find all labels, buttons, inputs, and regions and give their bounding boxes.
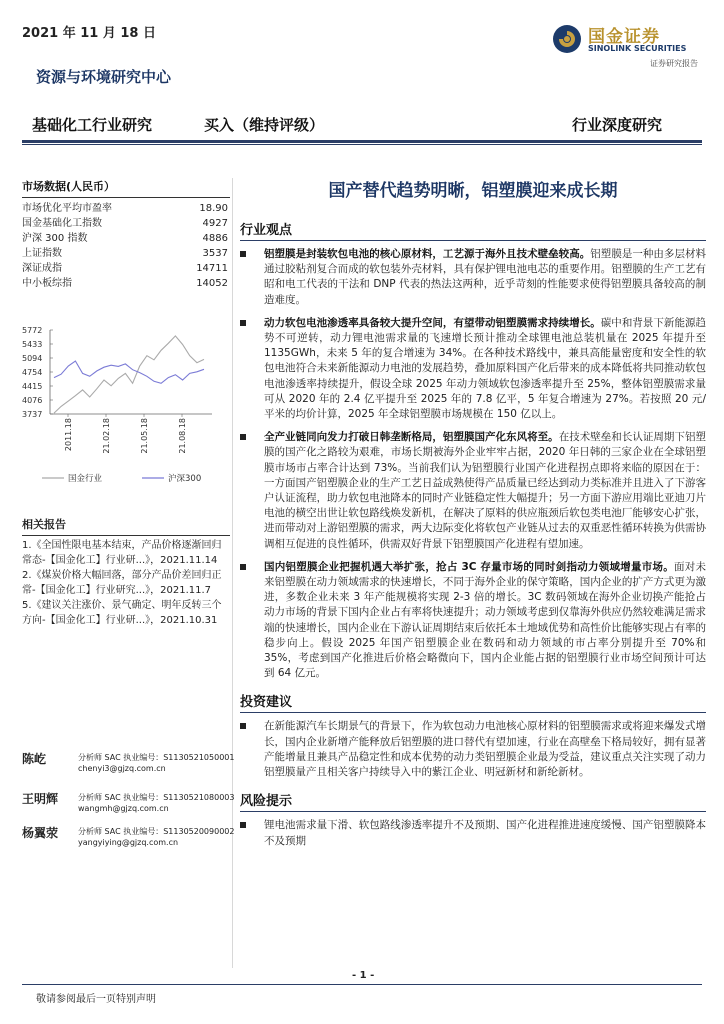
- market-data-value: 14052: [196, 278, 228, 289]
- related-report-item: 5.《建议关注涨价、景气确定、明年反转三个方向-【国金化工】行业研...》，2021.10.31: [22, 600, 222, 626]
- x-tick-label: 2011.18: [64, 418, 73, 452]
- related-reports-title: 相关报告: [22, 516, 230, 536]
- views-list: [240, 247, 706, 681]
- market-data-title: 市场数据(人民币）: [22, 178, 230, 198]
- series-line-csi300: [54, 361, 204, 383]
- x-tick-label: 21.05.18: [140, 418, 149, 454]
- index-chart: [22, 322, 230, 492]
- market-data-label: 市场优化平均市盈率: [22, 203, 112, 214]
- market-data-row: [22, 246, 230, 261]
- related-reports-list: [22, 538, 230, 628]
- bullet-lead: 国内铝塑膜企业把握机遇大举扩张，抢占 3C 存量市场的同时剑指动力领域增量市场。: [264, 560, 674, 573]
- legend-label: 沪深300: [168, 474, 202, 484]
- logo-subtitle: 证券研究报告: [650, 59, 698, 68]
- market-data-label: 中小板综指: [22, 278, 72, 289]
- analyst-license: 分析师 SAC 执业编号：S1130520090002: [78, 827, 235, 836]
- logo-name-en: SINOLINK SECURITIES: [588, 44, 687, 53]
- main-content: [240, 172, 706, 857]
- market-data-row: [22, 231, 230, 246]
- views-title: 行业观点: [240, 219, 706, 241]
- market-data-row: [22, 201, 230, 216]
- logo-name-cn: 国金证券: [588, 27, 660, 47]
- report-date: 2021 年 11 月 18 日: [22, 26, 156, 41]
- footer-disclaimer: 敬请参阅最后一页特别声明: [36, 994, 156, 1005]
- market-data-value: 4927: [202, 218, 228, 229]
- market-data-panel: [22, 178, 230, 291]
- market-data-value: 3537: [202, 248, 228, 259]
- risk-list: [240, 818, 706, 848]
- bullet-text: 锂电池需求量下滑、软包路线渗透率提升不及预期、国产化进程推进速度缓慢、国产铝塑膜降本不及预期: [264, 819, 706, 847]
- advice-title: 投资建议: [240, 691, 706, 713]
- x-tick-label: 21.08.18: [178, 418, 187, 454]
- header-divider-thin: [22, 144, 702, 145]
- bullet-lead: 动力软包电池渗透率具备较大提升空间，有望带动铝塑膜需求持续增长。: [264, 316, 601, 329]
- market-data-row: [22, 261, 230, 276]
- advice-list: [240, 719, 706, 780]
- market-data-label: 国金基础化工指数: [22, 218, 102, 229]
- bullet-lead: 铝塑膜是封装软包电池的核心原材料，工艺源于海外且技术壁垒较高。: [264, 248, 591, 260]
- series-line-industry: [54, 336, 204, 413]
- index-chart-svg: [22, 322, 230, 492]
- bullet-text: 铝塑膜是一种由多层材料通过胶粘剂复合而成的软包装外壳材料，具有保护锂电池电芯的重要作用。铝塑膜的生产工艺有昭和电工代表的干法和 DNP 代表的热法这两种，近乎苛刻的性能要求使得铝塑膜具备较高的制造难度。: [264, 248, 707, 306]
- footer-divider: [22, 984, 702, 985]
- analyst-name: 陈屹: [22, 752, 47, 766]
- bullet-text: 在新能源汽车长期景气的背景下，作为软包动力电池核心原材料的铝塑膜需求或将迎来爆发式增长，国内企业新增产能释放后铝塑膜的进口替代有望加速，行业在高壁垒下格局较好，拥有显著产能增量且兼具产品稳定性和成本优势的动力类铝塑膜企业最为受益，建议重点关注实现了动力铝塑膜量产且相关客户持续导入中的紫江企业、明冠新材和新纶新材。: [264, 720, 706, 779]
- analyst-card: [22, 824, 235, 864]
- industry-label: 基础化工行业研究: [32, 116, 153, 134]
- bullet-text: 在技术壁垒和长认证周期下铝塑膜的国产化之路较为艰难，市场长期被海外企业牢牢占据，2020 年日韩的三家企业在全球铝塑膜市场市占率合计达到 73%。当前我们认为铝塑膜行业国产化进程拐点即将来临的原因在于：一方面国产铝塑膜企业的生产工艺日益成熟使得产品质量已经达到动力类标准并且进入了下游客户认证流程，助力软包电池降本的同时产业链稳定性大幅提升；另一方面下游应用端比亚迪刀片电池的横空出世让软包路线焕发新机，在解决了原料的供应瓶颈后软包类电池厂能够安心扩张，进而带动对上游铝塑膜的需求，两大边际变化将软包产业链从过去的双重恶性循环转换为供需协调相互促进的良性循环，供需双好背景下铝塑膜国产化进程有望加速。: [264, 431, 707, 550]
- risk-title: 风险提示: [240, 790, 706, 812]
- bullet-text: 面对未来铝塑膜在动力领域需求的快速增长，不同于海外企业的保守策略，国内企业的扩产方式更为激进，多数企业未来 3 年产能规模将实现 2-3 倍的增长。3C 数码领域在海外企业切换产能抢占动力市场的背景下国内企业占有率将快速提升；动力领域考虑到仅靠海外供应仍然较难满足需求端的快速增长，国内企业在下游认证周期结束后依托本土地域优势和高性价比能够实现占有率的稳步向上。假设 2025 年国产铝塑膜企业在数码和动力领域的市占率分别提升至 70%和 35%，考虑到国产化推进后价格会略微向下，国内企业能占据的铝塑膜行业市场空间预计可达到 64 亿元。: [264, 560, 706, 680]
- y-tick-label: 4754: [22, 368, 43, 377]
- market-data-label: 深证成指: [22, 263, 62, 274]
- analyst-email: chenyi3@gjzq.com.cn: [78, 764, 166, 773]
- page-number: - 1 -: [352, 970, 375, 981]
- column-divider: [232, 178, 233, 968]
- analyst-name: 王明辉: [22, 792, 59, 806]
- y-tick-label: 4076: [22, 396, 43, 405]
- market-data-value: 4886: [202, 233, 228, 244]
- related-report-item: 2.《煤炭价格大幅回落，部分产品价差回归正常-【国金化工】行业研究...》，2021.11.7: [22, 570, 222, 596]
- bullet-paragraph: [240, 719, 706, 780]
- analyst-card: [22, 750, 235, 790]
- company-logo: [552, 22, 702, 68]
- analyst-name: 杨翼荥: [22, 826, 59, 840]
- y-tick-label: 5772: [22, 326, 43, 335]
- bullet-paragraph: [240, 560, 706, 682]
- analyst-license: 分析师 SAC 执业编号：S1130521080003: [78, 793, 235, 802]
- bullet-text: 碳中和背景下新能源趋势不可逆转，动力锂电池需求量的飞速增长预计推动全球锂电池总装机量在 2025 年提升至 1135GWh，未来 5 年的复合增速为 34%。在各种技术路线中，兼具高能量密度和安全性的软包电池符合未来新能源动力电池的发展趋势，叠加原料国产化后带来的成本降低将共同推动软包电池渗透率持续提升，假设全球 2025 年动力领域软包渗透率提升至 25%，整体铝塑膜需求量可从 2020 年的 2.4 亿平提升至 2025 年的 7.8 亿平，5 年复合增速为 27%。若按照 20 元/平米的均价计算，2025 年全球铝塑膜市场规模在 150 亿以上。: [264, 316, 707, 421]
- report-type: 行业深度研究: [572, 116, 663, 134]
- rating-label: 买入（维持评级）: [204, 116, 325, 134]
- x-tick-label: 21.02.18: [102, 418, 111, 454]
- market-data-value: 14711: [196, 263, 228, 274]
- y-tick-label: 5094: [22, 354, 43, 363]
- analyst-email: yangyiying@gjzq.com.cn: [78, 838, 179, 847]
- market-data-label: 沪深 300 指数: [22, 233, 88, 244]
- market-data-value: 18.90: [199, 203, 228, 214]
- report-title: 国产替代趋势明晰，铝塑膜迎来成长期: [328, 181, 618, 201]
- bullet-lead: 全产业链同向发力打破日韩垄断格局，铝塑膜国产化东风将至。: [264, 431, 559, 444]
- analyst-email: wangmh@gjzq.com.cn: [78, 804, 169, 813]
- logo-mark-icon: [552, 24, 582, 54]
- market-data-label: 上证指数: [22, 248, 62, 259]
- related-report-item: 1.《全国性限电基本结束，产品价格逐渐回归常态-【国金化工】行业研...》，2021.11.14: [22, 540, 222, 566]
- bullet-paragraph: [240, 316, 706, 422]
- bullet-paragraph: [240, 430, 706, 552]
- research-center: 资源与环境研究中心: [36, 68, 172, 86]
- header-divider: [22, 140, 702, 143]
- y-tick-label: 5433: [22, 340, 43, 349]
- market-data-rows: [22, 201, 230, 291]
- bullet-paragraph: [240, 247, 706, 308]
- y-tick-label: 3737: [22, 410, 43, 419]
- market-data-row: [22, 276, 230, 291]
- bullet-paragraph: [240, 818, 706, 848]
- y-tick-label: 4415: [22, 382, 43, 391]
- analyst-license: 分析师 SAC 执业编号：S1130521050001: [78, 753, 235, 762]
- market-data-row: [22, 216, 230, 231]
- legend-label: 国金行业: [68, 474, 103, 484]
